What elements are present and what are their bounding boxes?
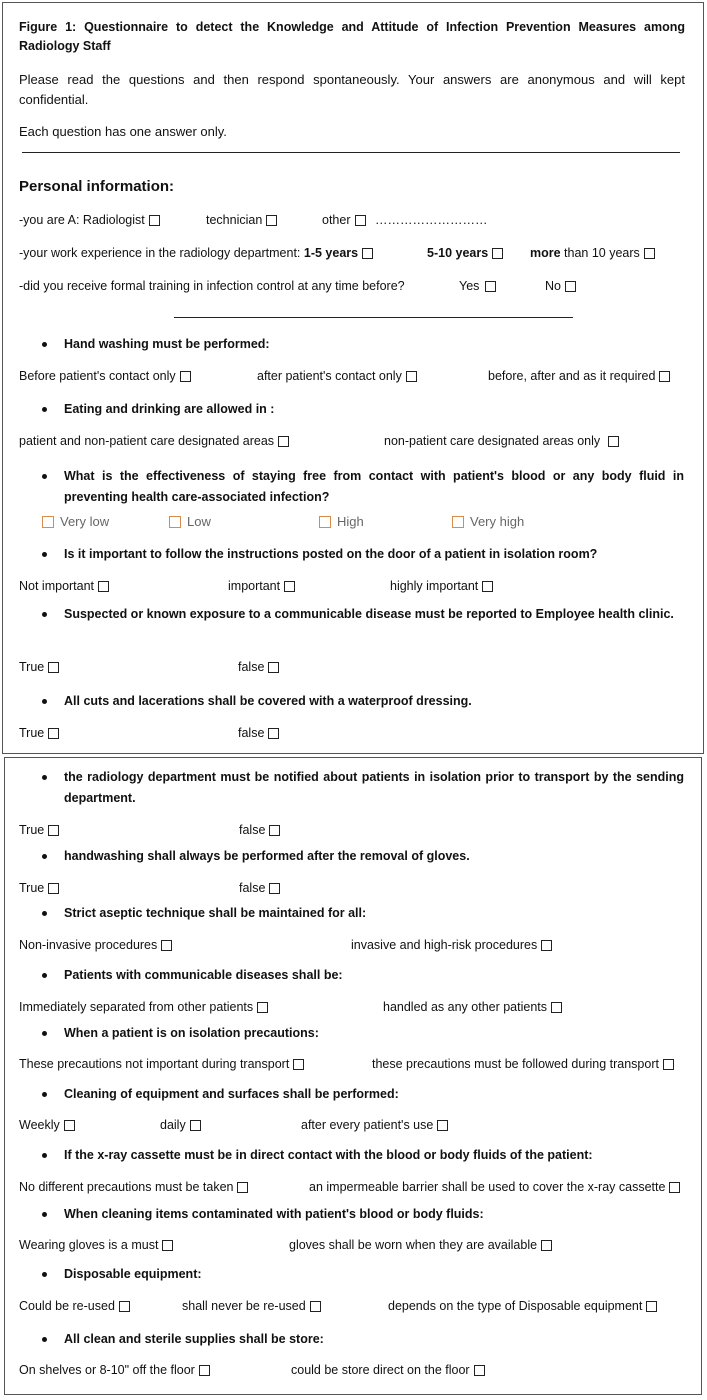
bullet (42, 612, 47, 617)
option-label: Immediately separated from other patients (19, 1000, 254, 1014)
option-label: True (19, 881, 45, 895)
figure-title: Figure 1: Questionnaire to detect the Knowledge and Attitude of Infection Prevention Measures among Radiology Staff (19, 20, 685, 53)
bullet (42, 699, 47, 704)
option-label: High (337, 514, 364, 529)
no-label: No (545, 279, 561, 293)
option-label: depends on the type of Disposable equipment (388, 1299, 643, 1313)
option-checkbox[interactable] (293, 1059, 304, 1070)
option-label: could be store direct on the floor (291, 1363, 470, 1377)
option-label: non-patient care designated areas only (384, 434, 601, 448)
yes-checkbox[interactable] (485, 281, 496, 292)
q12-option-2 (160, 1118, 201, 1132)
option-label: after every patient's use (301, 1118, 434, 1132)
option-checkbox[interactable] (284, 581, 295, 592)
no-checkbox[interactable] (565, 281, 576, 292)
question-10: Patients with communicable diseases shall be: (64, 968, 343, 982)
option-label: gloves shall be worn when they are available (289, 1238, 538, 1252)
option-label: No different precautions must be taken (19, 1180, 234, 1194)
exp-1-5-checkbox[interactable] (362, 248, 373, 259)
role-radiologist-label: -you are A: Radiologist (19, 213, 145, 227)
option-checkbox[interactable] (278, 436, 289, 447)
q1-option-3 (488, 369, 670, 383)
option-label: shall never be re-used (182, 1299, 306, 1313)
role-technician (206, 213, 277, 227)
technician-checkbox[interactable] (266, 215, 277, 226)
option-label: before, after and as it required (488, 369, 656, 383)
q12-option-3 (301, 1118, 448, 1132)
question-15: Disposable equipment: (64, 1267, 202, 1281)
q7-option-2 (239, 823, 280, 837)
divider-line-2 (174, 317, 573, 318)
q3-option-1 (42, 514, 109, 529)
q9-option-2 (351, 938, 552, 952)
option-label: false (239, 823, 266, 837)
role-row (19, 213, 160, 227)
option-label: false (238, 726, 265, 740)
bullet (42, 1212, 47, 1217)
question-9: Strict aseptic technique shall be maintained for all: (64, 906, 367, 920)
option-label: handled as any other patients (383, 1000, 548, 1014)
q5-option-2 (238, 660, 279, 674)
option-checkbox[interactable] (119, 1301, 130, 1312)
q4-option-2 (228, 579, 295, 593)
question-1: Hand washing must be performed: (64, 337, 270, 351)
option-checkbox[interactable] (482, 581, 493, 592)
question-3: What is the effectiveness of staying free from contact with patient's blood or any body fluid in preventing health care-associated infection? (64, 469, 684, 504)
other-checkbox[interactable] (355, 215, 366, 226)
option-label: Before patient's contact only (19, 369, 176, 383)
bullet (42, 1272, 47, 1277)
option-checkbox[interactable] (64, 1120, 75, 1131)
technician-label: technician (206, 213, 263, 227)
option-checkbox[interactable] (48, 662, 59, 673)
q13-option-1 (19, 1180, 248, 1194)
q13-option-2 (309, 1180, 680, 1194)
option-checkbox[interactable] (98, 581, 109, 592)
option-label: Very high (470, 514, 525, 529)
option-checkbox[interactable] (541, 1240, 552, 1251)
option-checkbox[interactable] (48, 728, 59, 739)
exp-5-10-checkbox[interactable] (492, 248, 503, 259)
q8-option-2 (239, 881, 280, 895)
instruction-text: Each question has one answer only. (19, 124, 227, 139)
option-label: True (19, 660, 45, 674)
option-label: True (19, 726, 45, 740)
q15-option-1 (19, 1299, 130, 1313)
q4-option-1 (19, 579, 109, 593)
question-6: All cuts and lacerations shall be covered with a waterproof dressing. (64, 694, 472, 708)
option-checkbox[interactable] (406, 371, 417, 382)
option-checkbox[interactable] (48, 825, 59, 836)
radiologist-checkbox[interactable] (149, 215, 160, 226)
option-checkbox[interactable] (42, 516, 54, 528)
option-checkbox[interactable] (268, 728, 279, 739)
bullet (42, 1337, 47, 1342)
q3-option-3 (319, 514, 364, 529)
question-13: If the x-ray cassette must be in direct contact with the blood or body fluids of the patient: (64, 1148, 593, 1162)
option-checkbox[interactable] (474, 1365, 485, 1376)
question-12: Cleaning of equipment and surfaces shall be performed: (64, 1087, 399, 1101)
option-label: True (19, 823, 45, 837)
q11-option-2 (372, 1057, 674, 1071)
q10-option-2 (383, 1000, 562, 1014)
option-checkbox[interactable] (551, 1002, 562, 1013)
q1-option-1 (19, 369, 191, 383)
q5-option-1 (19, 660, 59, 674)
training-yes (459, 279, 496, 293)
option-label: Very low (60, 514, 110, 529)
q14-option-1 (19, 1238, 173, 1252)
other-dots: ……………………… (374, 213, 488, 227)
bullet (42, 973, 47, 978)
bullet (42, 342, 47, 347)
q8-option-1 (19, 881, 59, 895)
option-checkbox[interactable] (161, 940, 172, 951)
question-14: When cleaning items contaminated with patient's blood or body fluids: (64, 1207, 484, 1221)
bullet (42, 1092, 47, 1097)
role-other (322, 213, 487, 227)
option-checkbox[interactable] (48, 883, 59, 894)
exp-more-checkbox[interactable] (644, 248, 655, 259)
q6-option-2 (238, 726, 279, 740)
option-checkbox[interactable] (659, 371, 670, 382)
q9-option-1 (19, 938, 172, 952)
training-no (545, 279, 576, 293)
option-checkbox[interactable] (268, 662, 279, 673)
option-checkbox[interactable] (663, 1059, 674, 1070)
option-label: invasive and high-risk procedures (351, 938, 538, 952)
option-checkbox[interactable] (169, 516, 181, 528)
bullet (42, 474, 47, 479)
option-label: patient and non-patient care designated areas (19, 434, 275, 448)
q7-option-1 (19, 823, 59, 837)
q6-option-1 (19, 726, 59, 740)
bullet (42, 911, 47, 916)
exp-more-rest: than 10 years (560, 246, 640, 260)
question-5: Suspected or known exposure to a communicable disease must be reported to Employee health clinic. (64, 607, 674, 621)
option-label: important (228, 579, 281, 593)
q14-option-2 (289, 1238, 552, 1252)
intro-text: Please read the questions and then respond spontaneously. Your answers are anonymous and will kept confidential. (19, 72, 685, 107)
question-11: When a patient is on isolation precautions: (64, 1026, 319, 1040)
q10-option-1 (19, 1000, 268, 1014)
option-checkbox[interactable] (199, 1365, 210, 1376)
option-checkbox[interactable] (269, 883, 280, 894)
experience-row (19, 246, 373, 260)
bullet (42, 407, 47, 412)
option-checkbox[interactable] (257, 1002, 268, 1013)
yes-label: Yes (459, 279, 480, 293)
option-checkbox[interactable] (646, 1301, 657, 1312)
bullet (42, 1153, 47, 1158)
bullet (42, 552, 47, 557)
option-label: false (238, 660, 265, 674)
q3-option-4 (452, 514, 524, 529)
exp-more-bold: more (530, 246, 561, 260)
q3-option-2 (169, 514, 211, 529)
question-16: All clean and sterile supplies shall be store: (64, 1332, 324, 1346)
question-2: Eating and drinking are allowed in : (64, 402, 275, 416)
option-checkbox[interactable] (608, 436, 619, 447)
option-label: Not important (19, 579, 95, 593)
option-checkbox[interactable] (180, 371, 191, 382)
option-checkbox[interactable] (319, 516, 331, 528)
q15-option-2 (182, 1299, 321, 1313)
option-label: Wearing gloves is a must (19, 1238, 159, 1252)
option-label: after patient's contact only (257, 369, 402, 383)
option-checkbox[interactable] (310, 1301, 321, 1312)
option-label: highly important (390, 579, 479, 593)
option-label: daily (160, 1118, 186, 1132)
divider-line (22, 152, 680, 153)
q16-option-2 (291, 1363, 485, 1377)
bullet (42, 854, 47, 859)
option-label: These precautions not important during transport (19, 1057, 290, 1071)
option-checkbox[interactable] (541, 940, 552, 951)
question-4: Is it important to follow the instructions posted on the door of a patient in isolation room? (64, 547, 598, 561)
option-checkbox[interactable] (669, 1182, 680, 1193)
other-label: other (322, 213, 351, 227)
option-checkbox[interactable] (237, 1182, 248, 1193)
q2-option-2 (384, 434, 619, 448)
option-label: Low (187, 514, 211, 529)
option-label: false (239, 881, 266, 895)
q15-option-3 (388, 1299, 657, 1313)
option-checkbox[interactable] (452, 516, 464, 528)
question-7: the radiology department must be notified about patients in isolation prior to transport by the sending department. (64, 770, 684, 805)
training-question: -did you receive formal training in infection control at any time before? (19, 279, 405, 293)
option-label: Weekly (19, 1118, 60, 1132)
q4-option-3 (390, 579, 493, 593)
option-checkbox[interactable] (162, 1240, 173, 1251)
q16-option-1 (19, 1363, 210, 1377)
option-label: Non-invasive procedures (19, 938, 158, 952)
option-label: Could be re-used (19, 1299, 115, 1313)
q11-option-1 (19, 1057, 304, 1071)
option-label: these precautions must be followed during transport (372, 1057, 659, 1071)
q1-option-2 (257, 369, 417, 383)
q12-option-1 (19, 1118, 75, 1132)
exp-5-10-label: 5-10 years (427, 246, 489, 260)
exp-more (530, 246, 655, 260)
exp-1-5-label: 1-5 years (303, 246, 359, 260)
experience-label: -your work experience in the radiology department: (19, 246, 301, 260)
option-checkbox[interactable] (190, 1120, 201, 1131)
option-label: an impermeable barrier shall be used to cover the x-ray cassette (309, 1180, 666, 1194)
option-checkbox[interactable] (437, 1120, 448, 1131)
option-checkbox[interactable] (269, 825, 280, 836)
bullet (42, 775, 47, 780)
option-label: On shelves or 8-10" off the floor (19, 1363, 195, 1377)
bullet (42, 1031, 47, 1036)
personal-heading: Personal information: (19, 178, 175, 195)
exp-5-10 (427, 246, 503, 260)
q2-option-1 (19, 434, 289, 448)
question-8: handwashing shall always be performed after the removal of gloves. (64, 849, 470, 863)
